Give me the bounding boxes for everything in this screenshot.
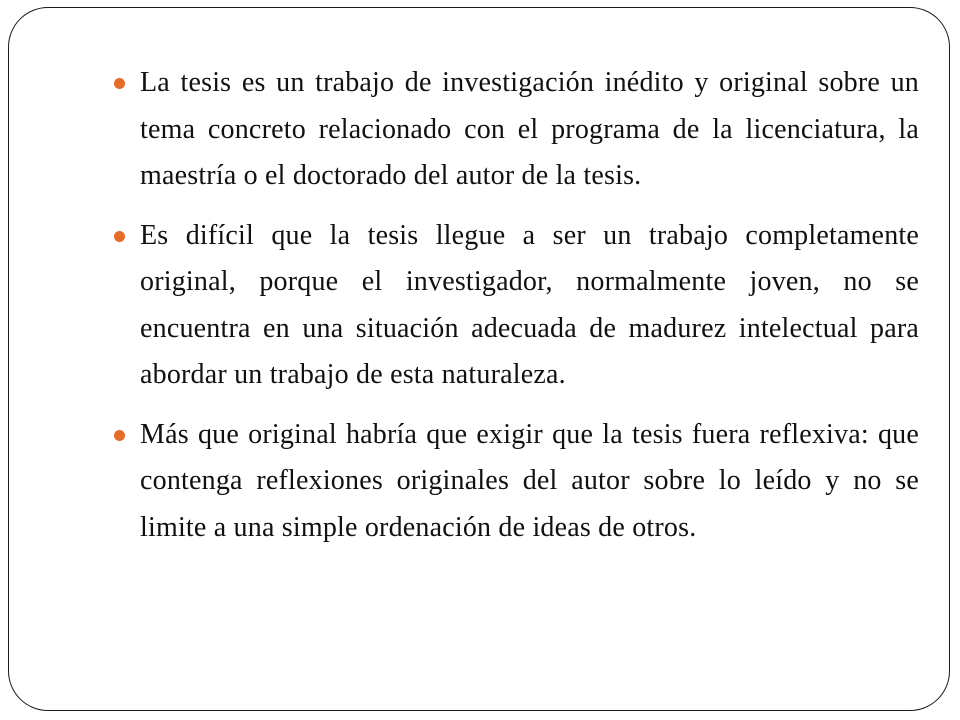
bullet-text: La tesis es un trabajo de investigación inédito y original sobre un tema concreto relacionado con el programa de la licenciatura, la maestría o el doctorado del autor de la tesis.: [140, 67, 919, 191]
bullet-text: Más que original habría que exigir que la tesis fuera reflexiva: que contenga reflexiones originales del autor sobre lo leído y no se limite a una simple ordenación de ideas de otros.: [140, 418, 919, 543]
bullet-item: [112, 213, 919, 399]
bullet-item: [112, 60, 919, 200]
bullet-text: Es difícil que la tesis llegue a ser un trabajo completamente original, porque el investigador, normalmente joven, no se encuentra en una situación adecuada de madurez intelectual para abordar un trabajo de esta naturaleza.: [140, 219, 919, 390]
bullet-list: [112, 60, 919, 564]
bullet-item: [112, 412, 919, 552]
bullet-dot-icon: [114, 231, 125, 242]
bullet-dot-icon: [114, 430, 125, 441]
bullet-dot-icon: [114, 78, 125, 89]
slide-frame: [8, 7, 950, 711]
